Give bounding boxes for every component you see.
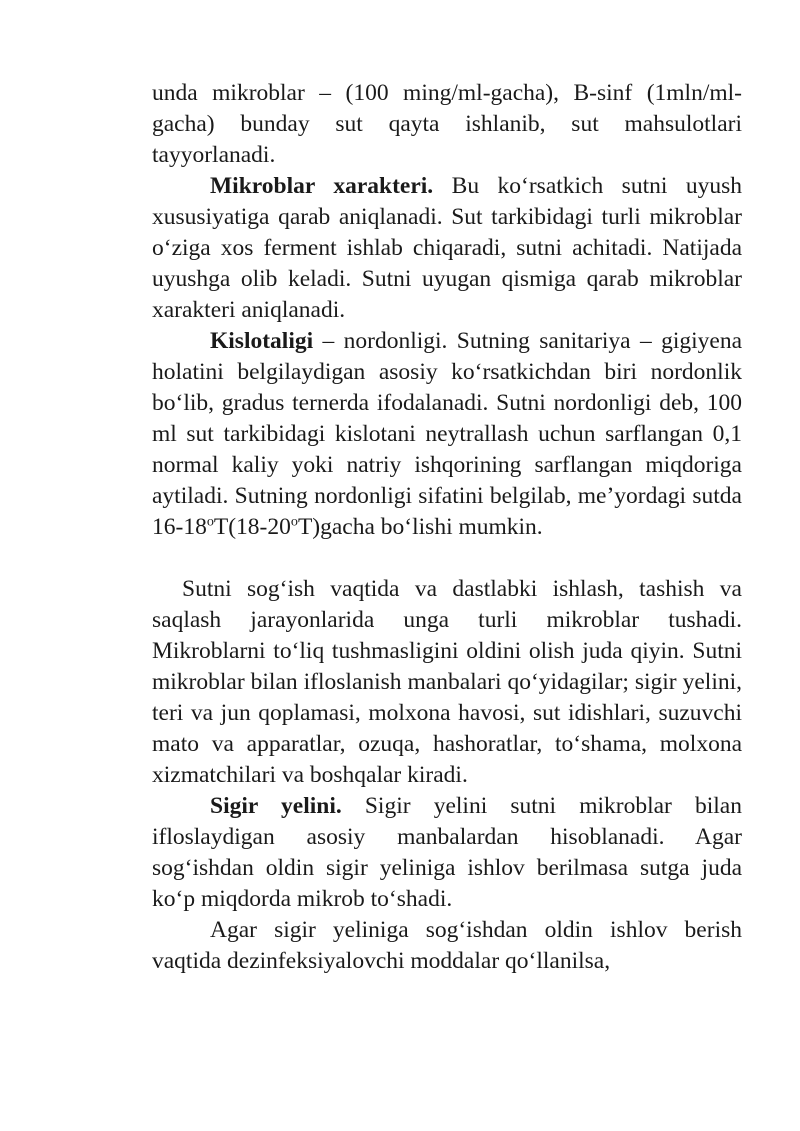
document-page [152,78,742,977]
paragraph-1-text: unda mikroblar – (100 ming/ml-gacha), B-sinf (1mln/ml-gacha) bunday sut qayta ishlanib, sut mahsulotlari tayyorlanadi. [152,80,742,168]
paragraph-cow-udder [152,791,742,915]
paragraph-acidity [152,326,742,543]
paragraph-contamination-sources [152,574,742,791]
paragraph-acidity-text-b: T(18-20 [213,514,291,540]
paragraph-microbe-character-text: Bu ko‘rsatkich sutni uyush xususiyatiga qarab aniqlanadi. Sut tarkibidagi turli mikroblar o‘ziga xos ferment ishlab chiqaradi, sutni achitadi. Natijada uyushga olib keladi. Sutni uyugan qismiga qarab mikroblar xarakteri aniqlanadi. [152,173,742,323]
degree-superscript-1: o [206,513,214,530]
paragraph-disinfection-text: Agar sigir yeliniga sog‘ishdan oldin ishlov berish vaqtida dezinfeksiyalovchi moddalar qo‘llanilsa, [152,917,742,974]
paragraph-gap [152,543,742,574]
heading-cow-udder: Sigir yelini. [210,793,342,819]
paragraph-acidity-text-a: – nordonligi. Sutning sanitariya – gigiyena holatini belgilaydigan asosiy ko‘rsatkichdan biri nordonlik bo‘lib, gradus ternerda ifodalanadi. Sutni nordonligi deb, 100 ml sut tarkibidagi kislotani neytrallash uchun sarflangan 0,1 normal kaliy yoki natriy ishqorining sarflangan miqdoriga aytiladi. Sutning nordonligi sifatini belgilab, me’yordagi sutda 16-18 [152,328,742,540]
paragraph-microbe-character [152,171,742,326]
heading-acidity: Kislotaligi [210,328,314,354]
paragraph-1 [152,78,742,171]
heading-microbe-character: Mikroblar xarakteri. [210,173,434,199]
paragraph-disinfection [152,915,742,977]
degree-superscript-2: o [290,513,298,530]
paragraph-acidity-text-c: T)gacha bo‘lishi mumkin. [297,514,543,540]
paragraph-cow-udder-text: Sigir yelini sutni mikroblar bilan ifloslaydigan asosiy manbalardan hisoblanadi. Agar sog‘ishdan oldin sigir yeliniga ishlov berilmasa sutga juda ko‘p miqdorda mikrob to‘shadi. [152,793,742,912]
paragraph-contamination-sources-text: Sutni sog‘ish vaqtida va dastlabki ishlash, tashish va saqlash jarayonlarida unga turli mikroblar tushadi. Mikroblarni to‘liq tushmasligini oldini olish juda qiyin. Sutni mikroblar bilan ifloslanish manbalari qo‘yidagilar; sigir yelini, teri va jun qoplamasi, molxona havosi, sut idishlari, suzuvchi mato va apparatlar, ozuqa, hashoratlar, to‘shama, molxona xizmatchilari va boshqalar kiradi. [152,576,742,788]
